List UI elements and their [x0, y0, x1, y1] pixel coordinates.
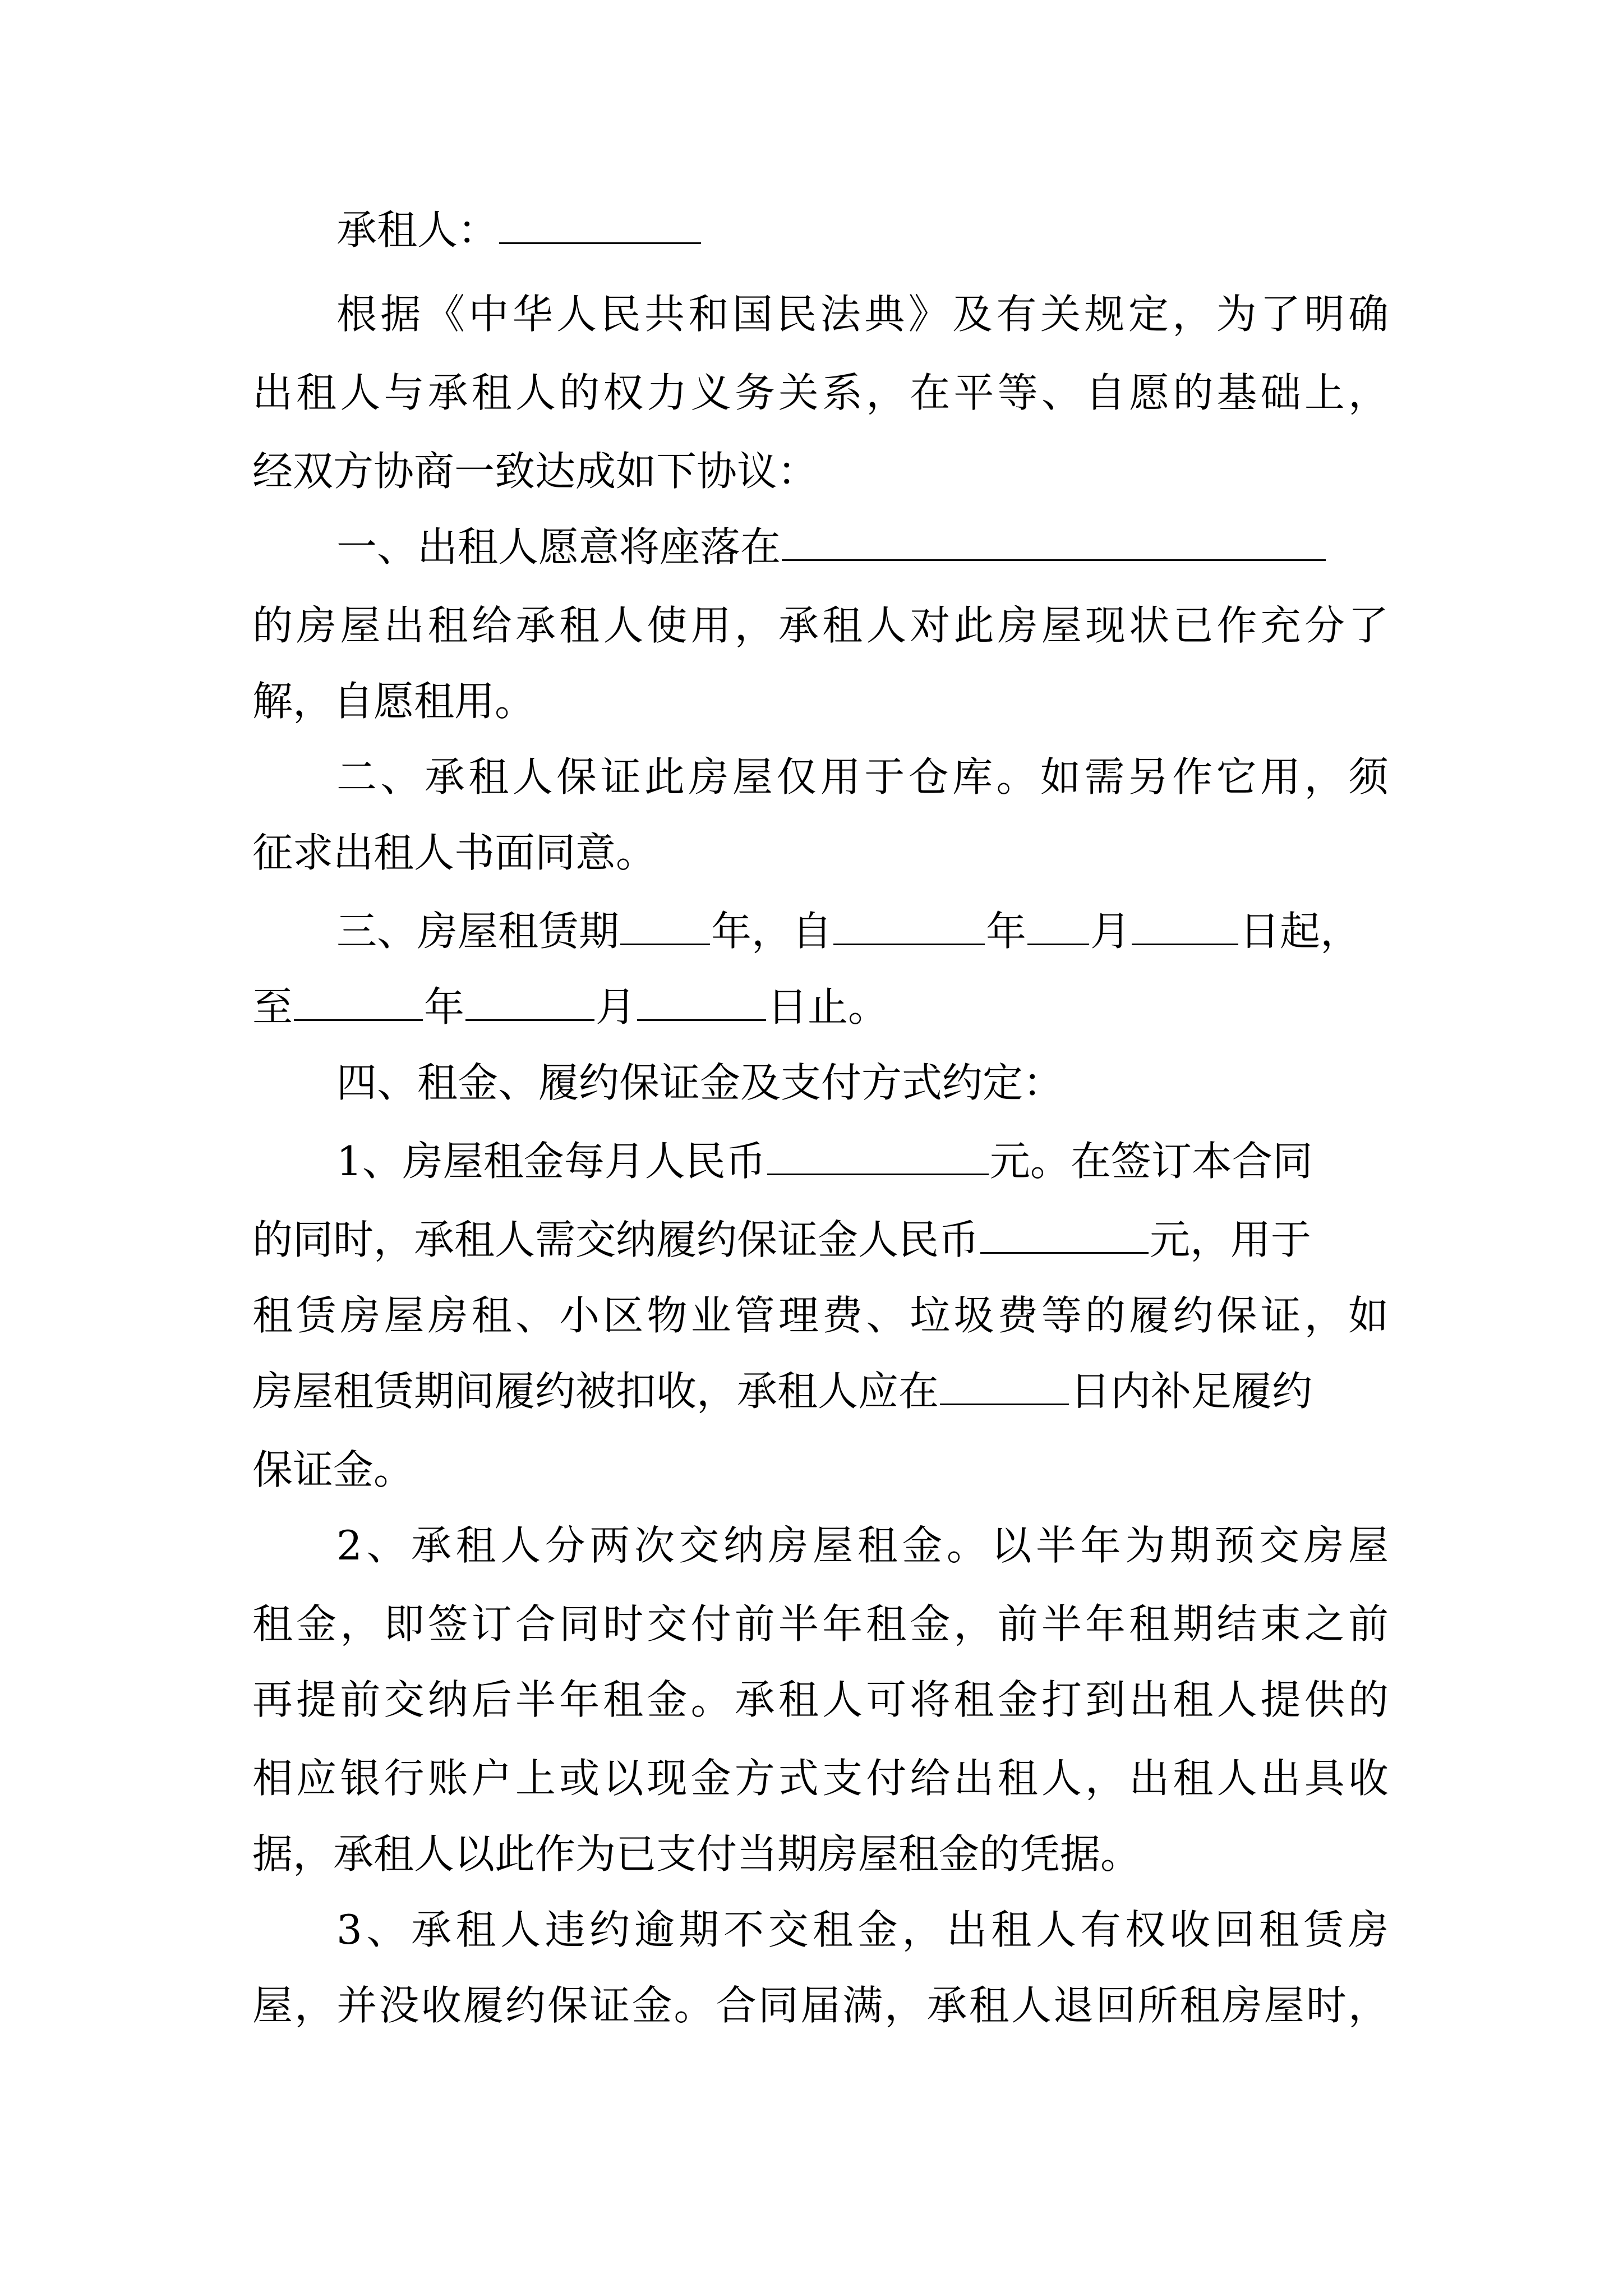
- clause-1-line-1: [336, 519, 1389, 575]
- clause-1-text: 一、出租人愿意将座落在: [336, 523, 781, 570]
- clause-4-2-line-4: 相应银行账户上或以现金方式支付给出租人，出租人出具收: [252, 1755, 1389, 1802]
- intro-line-2: 出租人与承租人的权力义务关系，在平等、自愿的基础上，: [252, 369, 1389, 416]
- clause-4-heading: 四、租金、履约保证金及支付方式约定：: [336, 1059, 1064, 1106]
- intro-line-1: 根据《中华人民共和国民法典》及有关规定，为了明确: [336, 291, 1389, 338]
- clause-1-line-3: 解，自愿租用。: [252, 678, 536, 725]
- clause-4-2-line-1: 2、承租人分两次交纳房屋租金。以半年为期预交房屋: [336, 1522, 1389, 1569]
- clause-4-1-line-3: 租赁房屋房租、小区物业管理费、垃圾费等的履约保证，如: [252, 1292, 1389, 1339]
- replenish-text-a: 房屋租赁期间履约被扣收，承租人应在: [252, 1368, 939, 1415]
- deposit-text-b: 元，用于: [1150, 1216, 1312, 1263]
- clause-2-line-1: 二、承租人保证此房屋仅用于仓库。如需另作它用，须: [336, 753, 1389, 800]
- clause-3-text-a: 三、房屋租赁期: [336, 908, 620, 955]
- clause-4-1-line-5: 保证金。: [252, 1446, 414, 1493]
- replenish-days-blank[interactable]: [940, 1374, 1069, 1405]
- end-day-blank[interactable]: [637, 990, 766, 1021]
- clause-3-text-d: 月: [1090, 908, 1131, 955]
- clause-4-1-line-2: [252, 1212, 1389, 1268]
- clause-4-3-line-2: 屋，并没收履约保证金。合同届满，承租人退回所租房屋时，: [252, 1982, 1389, 2029]
- clause-3-text-e: 日起，: [1239, 908, 1361, 955]
- start-year-blank[interactable]: [833, 914, 985, 945]
- start-month-blank[interactable]: [1027, 914, 1089, 945]
- lease-years-blank[interactable]: [620, 914, 710, 945]
- clause-3-text-c: 年: [986, 908, 1027, 955]
- end-year-blank[interactable]: [294, 990, 423, 1021]
- clause-4-1-line-1: [336, 1133, 1389, 1189]
- end-month-blank[interactable]: [465, 990, 594, 1021]
- rent-text-b: 元。在签订本合同: [989, 1138, 1313, 1185]
- clause-1-line-2: 的房屋出租给承租人使用，承租人对此房屋现状已作充分了: [252, 602, 1389, 649]
- monthly-rent-blank[interactable]: [767, 1144, 989, 1175]
- clause-3-text-g: 年: [424, 983, 465, 1030]
- intro-line-3: 经双方协商一致达成如下协议：: [252, 448, 818, 495]
- property-location-blank[interactable]: [782, 530, 1326, 561]
- replenish-text-b: 日内补足履约: [1070, 1368, 1313, 1415]
- clause-2-line-2: 征求出租人书面同意。: [252, 829, 657, 876]
- clause-4-2-line-5: 据，承租人以此作为已支付当期房屋租金的凭据。: [252, 1830, 1141, 1878]
- clause-3-line-1: [336, 903, 1389, 959]
- clause-3-line-2: [252, 979, 1389, 1035]
- clause-4-1-line-4: [252, 1363, 1389, 1419]
- lessee-line: [336, 202, 1389, 258]
- clause-3-text-h: 月: [596, 983, 637, 1030]
- clause-4-2-line-2: 租金，即签订合同时交付前半年租金，前半年租期结束之前: [252, 1600, 1389, 1648]
- rent-text-a: 1、房屋租金每月人民币: [336, 1138, 766, 1185]
- clause-3-text-f: 至: [252, 983, 293, 1030]
- start-day-blank[interactable]: [1132, 914, 1238, 945]
- clause-4-2-line-3: 再提前交纳后半年租金。承租人可将租金打到出租人提供的: [252, 1676, 1389, 1723]
- lessee-label: 承租人：: [336, 206, 499, 254]
- deposit-text-a: 的同时，承租人需交纳履约保证金人民币: [252, 1216, 980, 1263]
- lessee-name-blank[interactable]: [499, 213, 701, 244]
- clause-3-text-i: 日止。: [767, 983, 889, 1030]
- deposit-amount-blank[interactable]: [980, 1223, 1149, 1254]
- clause-4-3-line-1: 3、承租人违约逾期不交租金，出租人有权收回租赁房: [336, 1906, 1389, 1953]
- clause-3-text-b: 年，自: [711, 908, 833, 955]
